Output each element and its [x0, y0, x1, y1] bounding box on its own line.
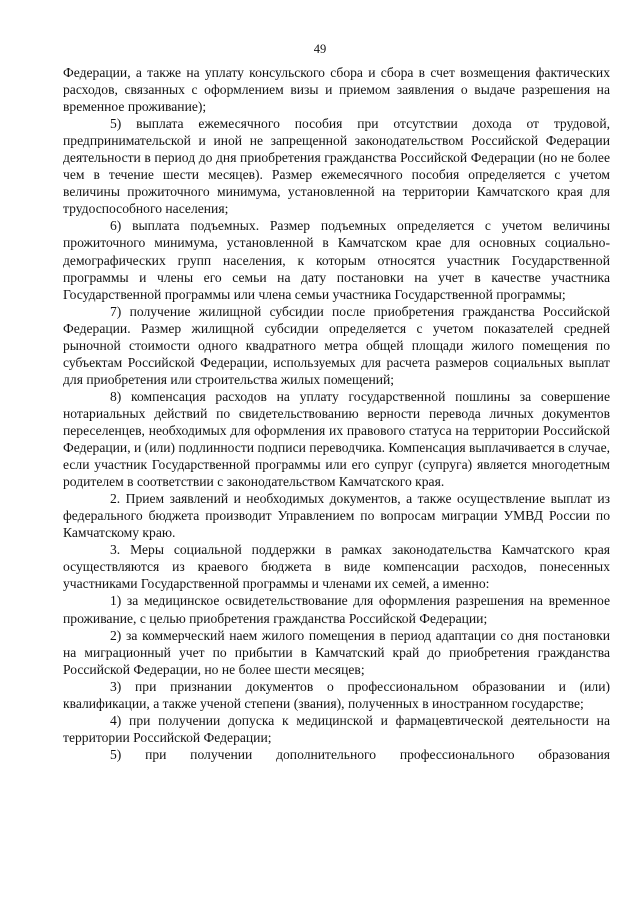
sub-item-5-additional-education: 5) при получении дополнительного профессионального образования [110, 746, 610, 762]
clause-3-regional-support: 3. Меры социальной поддержки в рамках законодательства Камчатского края осуществляются из краевого бюджета в виде компенсации расходов, понесенных участниками Государственной программы и членами их семей, а именно: [63, 542, 610, 592]
page-number: 49 [313, 42, 327, 56]
clause-2-applications: 2. Прием заявлений и необходимых документов, а также осуществление выплат из федерального бюджета производит Управлением по вопросам миграции УМВД России по Камчатскому краю. [63, 491, 610, 541]
list-item-6-relocation-allowance: 6) выплата подъемных. Размер подъемных определяется с учетом величины прожиточного минимума, установленной в Камчатском крае для основных социально-демографических групп населения, к которым относятся участник Государственной программы и члены его семьи на дату постановки на учет в качестве участника Государственной программы или члена семьи участника Государственной программы; [63, 218, 610, 302]
sub-item-4-medical-admission: 4) при получении допуска к медицинской и фармацевтической деятельности на территории Российской Федерации; [63, 712, 610, 745]
document-body [63, 64, 610, 763]
sub-item-1-medical-exam: 1) за медицинское освидетельствование для оформления разрешения на временное проживание, с целью приобретения гражданства Российской Федерации; [63, 593, 610, 626]
list-item-5-monthly-allowance: 5) выплата ежемесячного пособия при отсутствии дохода от трудовой, предпринимательской и иной не запрещенной законодательством Российской Федерации деятельности в период до дня приобретения гражданства Российской Федерации (но не более чем в течение шести месяцев). Размер ежемесячного пособия определяется с учетом величины прожиточного минимума, установленной на территории Камчатского края для трудоспособного населения; [63, 116, 610, 217]
paragraph-continuation: Федерации, а также на уплату консульского сбора и сбора в счет возмещения фактических расходов, связанных с оформлением визы и приемом заявления о выдаче разрешения на временное проживание); [63, 65, 610, 115]
sub-item-3-diploma-recognition: 3) при признании документов о профессиональном образовании и (или) квалификации, а также ученой степени (звания), полученных в иностранном государстве; [63, 678, 610, 711]
list-item-7-housing-subsidy: 7) получение жилищной субсидии после приобретения гражданства Российской Федерации. Размер жилищной субсидии определяется с учетом показателей средней рыночной стоимости одного квадратного метра общей площади жилого помещения по субъектам Российской Федерации, используемых для расчета размеров социальных выплат для приобретения или строительства жилых помещений; [63, 303, 610, 387]
sub-item-2-rental-housing: 2) за коммерческий наем жилого помещения в период адаптации со дня постановки на миграционный учет по прибытии в Камчатский край до приобретения гражданства Российской Федерации, но не более шести месяцев; [63, 627, 610, 677]
list-item-8-duty-compensation: 8) компенсация расходов на уплату государственной пошлины за совершение нотариальных действий по свидетельствованию верности перевода личных документов переселенцев, необходимых для оформления их правового статуса на территории Российской Федерации, и (или) подлинности подписи переводчика. Компенсация выплачивается в случае, если участник Государственной программы или его супруг (супруга) является многодетным родителем в соответствии с законодательством Камчатского края. [63, 388, 611, 490]
